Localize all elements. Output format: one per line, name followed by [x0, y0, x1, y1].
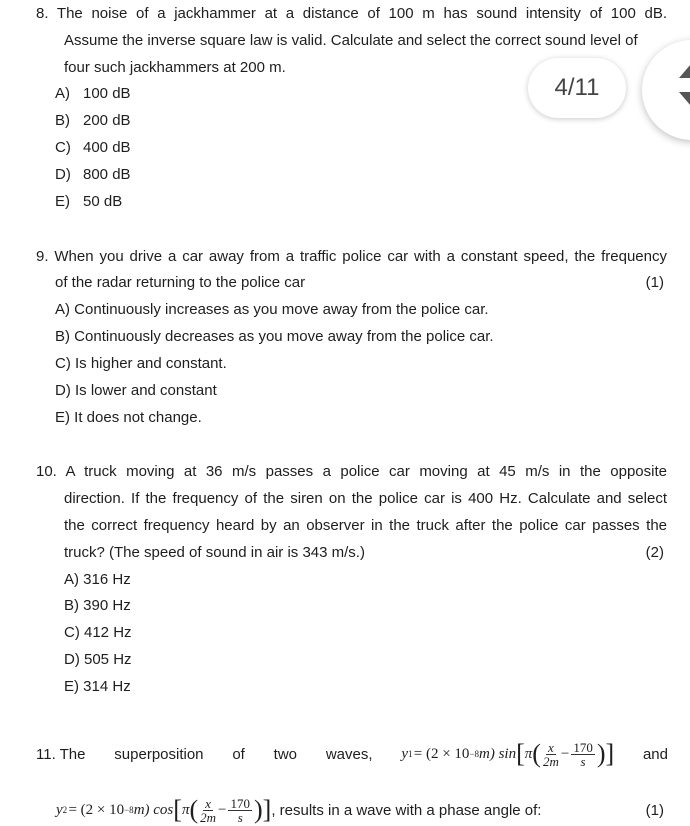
arrow-up-icon	[679, 64, 690, 78]
page-indicator: 4/11	[528, 58, 626, 118]
q10-line-4: truck? (The speed of sound in air is 343 m/s.)	[64, 544, 365, 561]
option-label: B)	[55, 112, 70, 129]
q10-option-a	[64, 571, 131, 589]
q9-option-d	[55, 382, 217, 400]
option-text: 505 Hz	[84, 651, 132, 668]
arrow-down-icon	[679, 92, 690, 106]
q9-line-2: of the radar returning to the police car	[55, 274, 306, 291]
q11-marks: (1)	[645, 801, 664, 819]
option-text: Is higher and constant.	[75, 355, 227, 372]
option-label: C)	[55, 355, 71, 372]
option-text: 200 dB	[83, 112, 131, 129]
q11-word-2: superposition	[114, 745, 204, 763]
option-label: C)	[55, 139, 71, 156]
q8-option-b	[55, 112, 131, 130]
q11-word-4: two	[273, 745, 298, 763]
option-label: E)	[64, 678, 79, 695]
q10-marks: (2)	[645, 544, 664, 561]
q11-and: and	[642, 745, 668, 763]
eq-frac-1: $\frac{x}{2m}$	[542, 739, 559, 769]
option-text: Continuously increases as you move away from the police car.	[74, 301, 489, 318]
q9-option-a	[55, 301, 489, 319]
option-label: E)	[55, 193, 70, 210]
q11-word-3: of	[232, 745, 245, 763]
page-scroll-handle[interactable]	[642, 40, 690, 140]
eq-lhs: y	[401, 745, 408, 762]
eq-sub: 2	[62, 804, 68, 815]
eq-unit: m) cos	[133, 801, 174, 818]
option-text: 400 dB	[83, 139, 131, 156]
eq-exp: −8	[469, 748, 480, 759]
option-label: E)	[55, 409, 70, 426]
option-label: A)	[64, 571, 79, 588]
eq-sub: 1	[408, 748, 413, 759]
q10-option-b	[64, 597, 131, 615]
eq-unit: m) sin	[479, 745, 517, 762]
q11-word-1: 11. The	[36, 745, 86, 763]
q8-line-1: 8. The noise of a jackhammer at a distance of 100 m has sound intensity of 100 dB.	[36, 5, 667, 22]
option-label: D)	[55, 382, 71, 399]
q10-line-2: direction. If the frequency of the siren on the police car is 400 Hz. Calculate and select	[64, 490, 667, 507]
eq-pi: π	[524, 745, 533, 762]
q11-word-5: waves,	[325, 745, 373, 763]
option-text: 100 dB	[83, 85, 131, 102]
option-label: D)	[64, 651, 80, 668]
option-text: It does not change.	[74, 409, 202, 426]
eq-coef: = (2 × 10	[68, 801, 125, 818]
q10-option-d	[64, 651, 132, 669]
eq-lhs: y	[56, 801, 63, 818]
eq-pi: π	[181, 801, 190, 818]
option-text: 314 Hz	[83, 678, 131, 695]
option-text: Is lower and constant	[75, 382, 217, 399]
q10-option-c	[64, 624, 132, 642]
q8-option-e	[55, 193, 122, 211]
q8-option-a	[55, 85, 131, 103]
q10-line-1: 10. A truck moving at 36 m/s passes a police car moving at 45 m/s in the opposite	[36, 463, 667, 480]
option-text: 390 Hz	[83, 597, 131, 614]
q11-line-1	[36, 734, 668, 774]
option-text: 412 Hz	[84, 624, 132, 641]
q8-option-c	[55, 139, 131, 157]
q10-line-3: the correct frequency heard by an observer in the truck after the police car passes the	[64, 517, 667, 534]
q10-option-e	[64, 678, 131, 696]
eq-coef: = (2 × 10	[413, 745, 470, 762]
option-label: B)	[55, 328, 70, 345]
q9-line-1: 9. When you drive a car away from a traffic police car with a constant speed, the frequency	[36, 248, 667, 265]
q9-marks: (1)	[645, 274, 664, 291]
option-text: Continuously decreases as you move away from the police car.	[74, 328, 494, 345]
eq-exp: −8	[124, 804, 134, 815]
eq-frac-2: $\frac{170}{s}$	[230, 795, 250, 825]
q9-option-e	[55, 409, 202, 427]
q11-line-2	[56, 790, 664, 826]
q11-equation-y2: y 2 = (2 × 10 −8 m) cos [ π ( $\frac{x}{2m}$ − $\frac{170}{s}$ )]	[56, 795, 272, 825]
option-label: A)	[55, 301, 70, 318]
q11-equation-y1: y 1 = (2 × 10 −8 m) sin [ π ( $\frac{x}{2m}$ − $\frac{170}{s}$ )]	[401, 739, 615, 769]
option-text: 50 dB	[83, 193, 123, 210]
q9-option-c	[55, 355, 227, 373]
option-text: 800 dB	[83, 166, 131, 183]
option-label: C)	[64, 624, 80, 641]
q8-line-3: four such jackhammers at 200 m.	[64, 59, 286, 76]
q11-line-2-text: , results in a wave with a phase angle of:	[271, 801, 542, 819]
eq-frac-1: $\frac{x}{2m}$	[200, 795, 217, 825]
q9-option-b	[55, 328, 494, 346]
eq-frac-2: $\frac{170}{s}$	[573, 739, 593, 769]
option-label: A)	[55, 85, 70, 102]
q8-line-2: Assume the inverse square law is valid. Calculate and select the correct sound level of	[64, 32, 638, 49]
q8-option-d	[55, 166, 131, 184]
option-text: 316 Hz	[83, 571, 131, 588]
option-label: B)	[64, 597, 79, 614]
option-label: D)	[55, 166, 71, 183]
